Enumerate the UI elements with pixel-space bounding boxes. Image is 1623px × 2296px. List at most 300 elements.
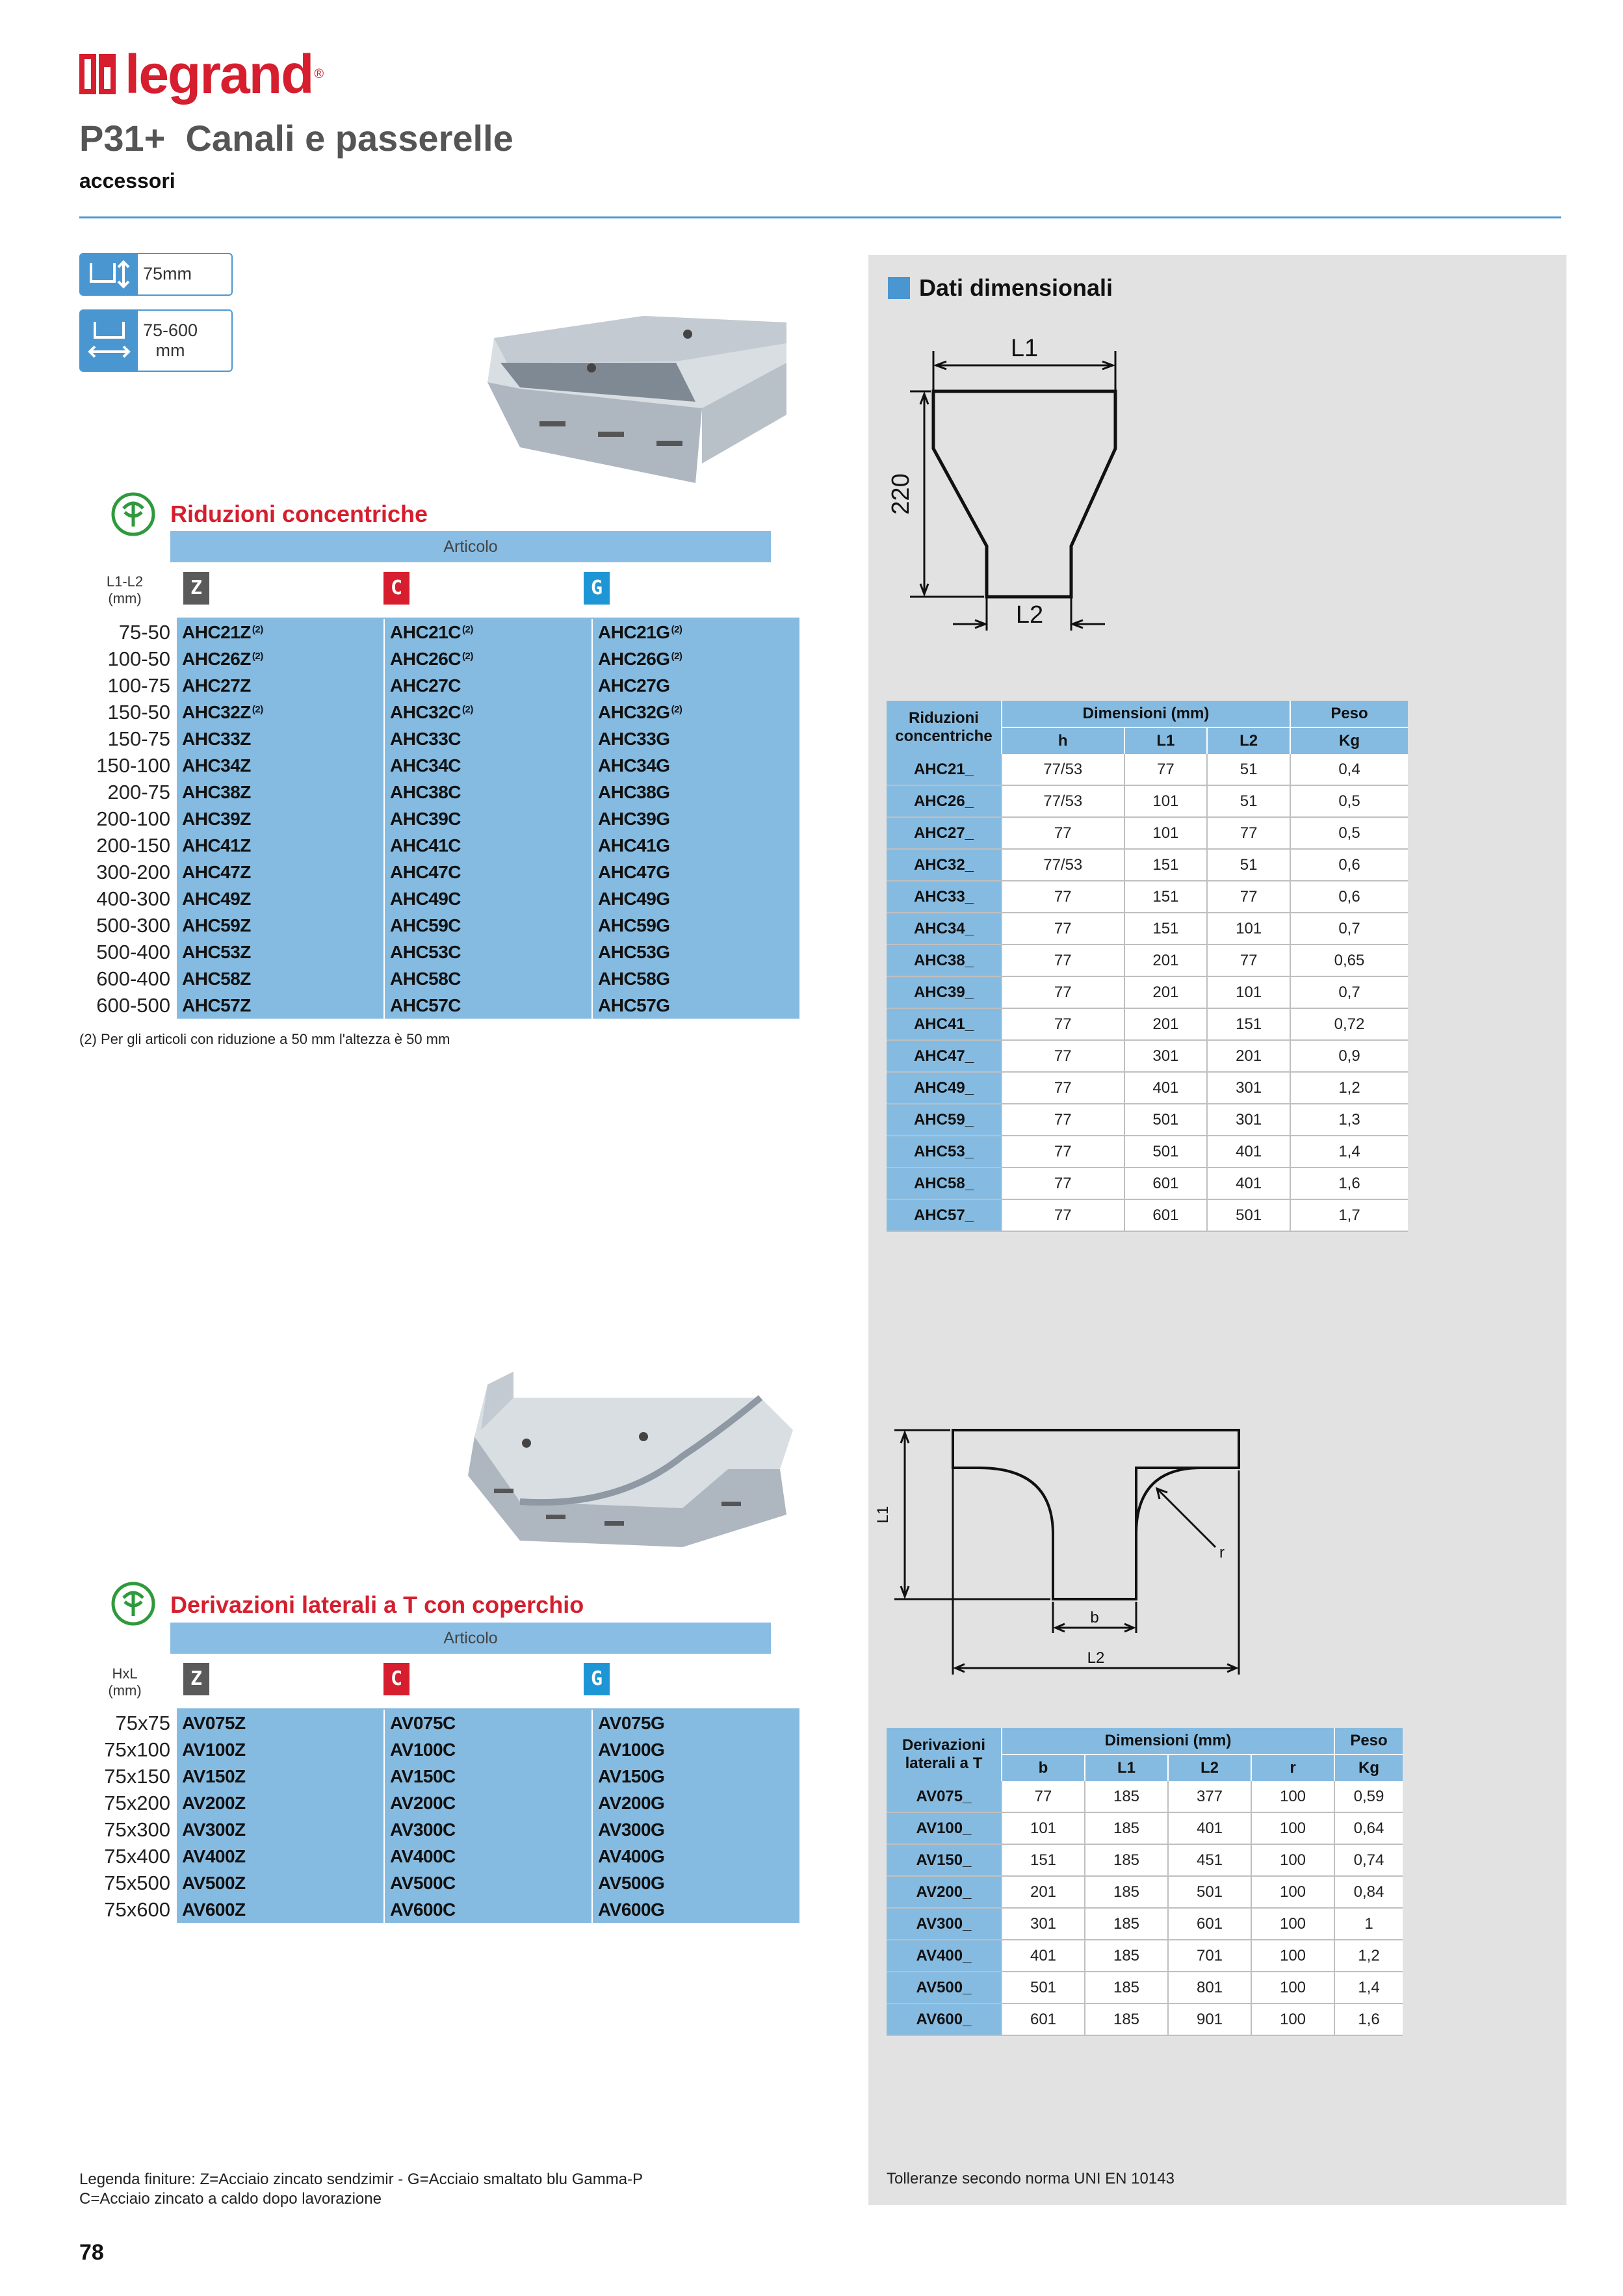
table-row	[79, 672, 799, 699]
footnote-marker: (2)	[671, 651, 682, 662]
reducers-dimension-table	[887, 701, 1408, 1232]
product-certification-icon-2	[110, 1581, 156, 1626]
article-code-text: AHC59G	[598, 915, 670, 935]
dimtable1-col-kg: Kg	[1290, 727, 1408, 754]
tees-article-table	[79, 1708, 799, 1923]
dim-value-l2: 501	[1168, 1876, 1251, 1908]
article-code-text: AHC27Z	[182, 675, 251, 696]
dim-value-l1: 101	[1124, 817, 1208, 849]
dim-value-l1: 151	[1124, 849, 1208, 881]
article-code-g: AV300G	[592, 1816, 799, 1843]
row-dimension-label: 150-100	[96, 754, 170, 777]
dim-value-kg: 0,4	[1290, 754, 1408, 785]
table-row	[887, 1844, 1403, 1876]
tee-product-image	[448, 1359, 812, 1580]
dim-value-l2: 501	[1207, 1199, 1290, 1231]
dim-value-h: 77	[1002, 817, 1124, 849]
dimension-column-label-2: HxL (mm)	[108, 1665, 142, 1699]
dimtable2-head-label: Derivazioni laterali a T	[887, 1728, 1002, 1781]
dim-value-b: 77	[1002, 1781, 1085, 1812]
dimension-column-label: L1-L2 (mm)	[106, 573, 144, 607]
article-code-text: AHC53Z	[182, 942, 251, 962]
article-code-text: AHC59Z	[182, 915, 251, 935]
article-code-c	[384, 752, 592, 779]
row-dimension-label: 75x500	[104, 1872, 170, 1894]
dim-code: AHC38_	[887, 945, 1002, 976]
dim-value-l2: 401	[1207, 1136, 1290, 1168]
article-code-z	[177, 805, 384, 832]
reducer-dimension-diagram	[868, 325, 1154, 637]
article-code-c	[384, 939, 592, 965]
dim-value-b: 401	[1002, 1940, 1085, 1972]
dim-value-kg: 0,59	[1334, 1781, 1403, 1812]
article-code-text: AHC58C	[390, 969, 461, 989]
dim-value-kg: 0,5	[1290, 785, 1408, 817]
table-row	[887, 1940, 1403, 1972]
dim-code: AHC53_	[887, 1136, 1002, 1168]
row-dimension-label: 75x600	[104, 1898, 170, 1921]
dim-code: AV500_	[887, 1972, 1002, 2003]
dim-value-l2: 201	[1207, 1040, 1290, 1072]
dim-value-l1: 401	[1124, 1072, 1208, 1104]
dim-value-r: 100	[1251, 1940, 1334, 1972]
article-code-text: AHC33Z	[182, 729, 251, 749]
dim-value-kg: 1,6	[1290, 1168, 1408, 1199]
channel-height-icon	[81, 254, 138, 294]
dim-value-kg: 1,4	[1290, 1136, 1408, 1168]
dim-value-l1: 601	[1124, 1199, 1208, 1231]
article-code-text: AHC47G	[598, 862, 670, 882]
article-code-text: AHC58G	[598, 969, 670, 989]
dim-value-kg: 0,7	[1290, 913, 1408, 945]
article-code-g	[592, 859, 799, 885]
dim-code: AHC33_	[887, 881, 1002, 913]
dim-value-l1: 185	[1085, 1908, 1168, 1940]
width-badge	[79, 309, 233, 372]
product-certification-icon	[110, 491, 156, 537]
dim-value-r: 100	[1251, 1972, 1334, 2003]
dimtable2-col-r: r	[1251, 1755, 1334, 1781]
article-code-z	[177, 912, 384, 939]
dim-value-l1: 301	[1124, 1040, 1208, 1072]
table-row	[887, 1104, 1408, 1136]
dim-value-l2: 401	[1168, 1812, 1251, 1844]
row-dimension-label: 75x100	[104, 1738, 170, 1761]
table-row	[79, 1790, 799, 1816]
dim-value-kg: 0,64	[1334, 1812, 1403, 1844]
table-row	[79, 859, 799, 885]
article-code-c: AV400C	[384, 1843, 592, 1870]
article-code-z	[177, 699, 384, 725]
dimtable2-col-kg: Kg	[1334, 1755, 1403, 1781]
article-code-c	[384, 672, 592, 699]
dim-value-l1: 151	[1124, 881, 1208, 913]
row-dimension-label: 300-200	[96, 861, 170, 883]
dim-code: AHC47_	[887, 1040, 1002, 1072]
table-row	[79, 646, 799, 672]
footnote-marker: (2)	[462, 651, 473, 662]
article-code-c	[384, 618, 592, 646]
tolerance-note: Tolleranze secondo norma UNI EN 10143	[887, 2170, 1175, 2187]
dim-code: AHC58_	[887, 1168, 1002, 1199]
table-row	[887, 1908, 1403, 1940]
dim-value-l2: 77	[1207, 881, 1290, 913]
article-code-text: AHC47Z	[182, 862, 251, 882]
article-code-z	[177, 779, 384, 805]
table-row	[79, 1736, 799, 1763]
article-code-z: AV500Z	[177, 1870, 384, 1896]
page-subtitle: accessori	[79, 169, 175, 192]
dim-value-r: 100	[1251, 1908, 1334, 1940]
article-code-z	[177, 992, 384, 1019]
dim-value-l1: 201	[1124, 945, 1208, 976]
dim-value-h: 77	[1002, 1104, 1124, 1136]
panel-title-text: Dati dimensionali	[919, 274, 1113, 301]
dim-value-l1: 601	[1124, 1168, 1208, 1199]
article-code-text: AHC57C	[390, 995, 461, 1015]
dimtable2-col-l1: L1	[1085, 1755, 1168, 1781]
table-row	[887, 785, 1408, 817]
article-code-z: AV200Z	[177, 1790, 384, 1816]
tees-dimension-table	[887, 1728, 1403, 2036]
dim-value-kg: 1,3	[1290, 1104, 1408, 1136]
article-code-g	[592, 805, 799, 832]
article-code-z	[177, 939, 384, 965]
article-code-z: AV075Z	[177, 1709, 384, 1736]
article-code-g	[592, 699, 799, 725]
article-code-c	[384, 832, 592, 859]
dim-code: AHC41_	[887, 1008, 1002, 1040]
table-row	[887, 817, 1408, 849]
table-row	[79, 618, 799, 646]
dim-code: AHC27_	[887, 817, 1002, 849]
article-code-text: AHC21G	[598, 622, 670, 642]
article-code-z: AV400Z	[177, 1843, 384, 1870]
table-row	[887, 1812, 1403, 1844]
dim-value-l1: 185	[1085, 1972, 1168, 2003]
article-code-text: AHC33G	[598, 729, 670, 749]
table-row	[79, 832, 799, 859]
table-row	[79, 885, 799, 912]
footnote-marker: (2)	[462, 704, 473, 715]
article-code-c: AV600C	[384, 1896, 592, 1923]
dim-code: AV150_	[887, 1844, 1002, 1876]
article-code-c	[384, 646, 592, 672]
panel-title-marker	[888, 277, 910, 299]
table-row	[887, 976, 1408, 1008]
table-row	[887, 1168, 1408, 1199]
article-code-z	[177, 646, 384, 672]
table-row	[79, 965, 799, 992]
dim-value-kg: 0,6	[1290, 881, 1408, 913]
dim-value-l1: 77	[1124, 754, 1208, 785]
table-row	[79, 1896, 799, 1923]
article-code-text: AHC59C	[390, 915, 461, 935]
table-row	[79, 725, 799, 752]
diagram2-b-label: b	[1090, 1609, 1099, 1626]
dimtable1-col-l1: L1	[1124, 727, 1208, 754]
article-code-text: AHC41G	[598, 835, 670, 855]
table-row	[887, 913, 1408, 945]
row-dimension-label: 75x75	[115, 1711, 170, 1734]
article-code-c	[384, 965, 592, 992]
table-row	[79, 992, 799, 1019]
channel-width-icon	[81, 311, 138, 371]
table-row	[887, 2003, 1403, 2035]
section-title-reducers: Riduzioni concentriche	[170, 501, 428, 527]
row-dimension-label: 500-300	[96, 914, 170, 937]
article-code-g	[592, 832, 799, 859]
dimtable1-dim-header: Dimensioni (mm)	[1002, 701, 1290, 727]
footnote-reducers: (2) Per gli articoli con riduzione a 50 mm l'altezza è 50 mm	[79, 1031, 450, 1047]
article-code-g	[592, 912, 799, 939]
article-code-text: AHC47C	[390, 862, 461, 882]
article-code-z: AV150Z	[177, 1763, 384, 1790]
dim-value-h: 77	[1002, 1008, 1124, 1040]
article-code-c	[384, 992, 592, 1019]
article-code-text: AHC26G	[598, 649, 670, 669]
diagram1-h-label: 220	[887, 473, 915, 515]
article-code-z	[177, 965, 384, 992]
dim-value-l2: 301	[1207, 1072, 1290, 1104]
dim-value-l2: 101	[1207, 976, 1290, 1008]
row-dimension-label: 150-75	[107, 727, 170, 750]
tee-dimension-diagram	[868, 1417, 1284, 1684]
article-code-g: AV600G	[592, 1896, 799, 1923]
table-row	[79, 1843, 799, 1870]
article-code-z	[177, 725, 384, 752]
dim-value-l1: 185	[1085, 1876, 1168, 1908]
dim-value-h: 77/53	[1002, 754, 1124, 785]
table-row	[887, 754, 1408, 785]
article-code-z	[177, 885, 384, 912]
dim-value-h: 77	[1002, 1199, 1124, 1231]
finish-legend: Legenda finiture: Z=Acciaio zincato sendzimir - G=Acciaio smaltato blu Gamma-P C=Acciaio zincato a caldo dopo lavorazione	[79, 2171, 643, 2208]
dim-value-kg: 0,74	[1334, 1844, 1403, 1876]
table-row	[79, 699, 799, 725]
row-dimension-label: 100-50	[107, 647, 170, 670]
article-code-text: AHC58Z	[182, 969, 251, 989]
width-value: 75-600 mm	[143, 320, 198, 360]
dim-value-r: 100	[1251, 1844, 1334, 1876]
article-code-text: AHC32G	[598, 702, 670, 722]
article-code-z: AV100Z	[177, 1736, 384, 1763]
dimtable1-col-l2: L2	[1207, 727, 1290, 754]
dim-value-l2: 77	[1207, 945, 1290, 976]
article-code-text: AHC57Z	[182, 995, 251, 1015]
dim-value-b: 601	[1002, 2003, 1085, 2035]
dim-code: AV075_	[887, 1781, 1002, 1812]
dim-code: AHC26_	[887, 785, 1002, 817]
article-code-text: AHC34C	[390, 755, 461, 776]
dim-value-l2: 801	[1168, 1972, 1251, 2003]
dim-value-kg: 0,72	[1290, 1008, 1408, 1040]
article-code-g: AV075G	[592, 1709, 799, 1736]
article-code-z	[177, 752, 384, 779]
dim-value-l2: 101	[1207, 913, 1290, 945]
dim-value-h: 77	[1002, 1072, 1124, 1104]
article-code-c	[384, 725, 592, 752]
dim-value-h: 77	[1002, 1040, 1124, 1072]
dim-value-l1: 501	[1124, 1136, 1208, 1168]
article-code-text: AHC49C	[390, 889, 461, 909]
brand-logo	[79, 44, 324, 104]
table-row	[79, 1763, 799, 1790]
dimtable1-weight-header: Peso	[1290, 701, 1408, 727]
row-dimension-label: 75-50	[118, 620, 170, 644]
article-code-text: AHC39C	[390, 809, 461, 829]
article-code-text: AHC39G	[598, 809, 670, 829]
dim-value-kg: 1,4	[1334, 1972, 1403, 2003]
dim-value-h: 77	[1002, 976, 1124, 1008]
article-code-c	[384, 885, 592, 912]
table-row	[79, 1709, 799, 1736]
article-code-z: AV300Z	[177, 1816, 384, 1843]
article-code-g: AV100G	[592, 1736, 799, 1763]
height-value: 75mm	[143, 264, 192, 284]
article-code-text: AHC21C	[390, 622, 461, 642]
table-row	[887, 1199, 1408, 1231]
dim-value-h: 77/53	[1002, 849, 1124, 881]
table-row	[887, 881, 1408, 913]
dim-value-r: 100	[1251, 1812, 1334, 1844]
finish-g-badge-2: G	[584, 1663, 610, 1695]
dimtable1-col-h: h	[1002, 727, 1124, 754]
article-code-g	[592, 672, 799, 699]
dim-code: AHC59_	[887, 1104, 1002, 1136]
table-row	[79, 912, 799, 939]
article-code-g: AV150G	[592, 1763, 799, 1790]
table-row	[887, 1781, 1403, 1812]
article-code-text: AHC32Z	[182, 702, 251, 722]
diagram2-l1-label: L1	[874, 1506, 892, 1524]
row-dimension-label: 500-400	[96, 941, 170, 963]
article-code-text: AHC27G	[598, 675, 670, 696]
diagram2-r-label: r	[1219, 1544, 1225, 1561]
dim-value-l2: 51	[1207, 754, 1290, 785]
dim-value-kg: 0,84	[1334, 1876, 1403, 1908]
article-code-text: AHC34G	[598, 755, 670, 776]
footnote-marker: (2)	[252, 651, 263, 662]
article-code-text: AHC32C	[390, 702, 461, 722]
brand-name: legrand	[125, 44, 313, 105]
finish-z-badge: Z	[183, 572, 209, 605]
dim-value-kg: 0,7	[1290, 976, 1408, 1008]
article-code-c	[384, 912, 592, 939]
row-dimension-label: 400-300	[96, 887, 170, 910]
article-code-c: AV200C	[384, 1790, 592, 1816]
dim-value-kg: 1,2	[1290, 1072, 1408, 1104]
article-code-text: AHC53C	[390, 942, 461, 962]
article-code-g: AV400G	[592, 1843, 799, 1870]
dim-value-h: 77	[1002, 1168, 1124, 1199]
dim-value-h: 77	[1002, 945, 1124, 976]
article-header-bar-2: Articolo	[170, 1623, 771, 1654]
article-code-g	[592, 752, 799, 779]
dim-code: AHC34_	[887, 913, 1002, 945]
header-divider	[79, 216, 1561, 218]
page-title: P31+ Canali e passerelle	[79, 118, 513, 159]
article-code-text: AHC57G	[598, 995, 670, 1015]
dim-value-l1: 151	[1124, 913, 1208, 945]
article-code-text: AHC26Z	[182, 649, 251, 669]
article-code-z: AV600Z	[177, 1896, 384, 1923]
article-code-text: AHC26C	[390, 649, 461, 669]
table-row	[887, 1972, 1403, 2003]
article-code-text: AHC49G	[598, 889, 670, 909]
panel-title	[888, 274, 1113, 302]
article-code-g	[592, 885, 799, 912]
row-dimension-label: 600-500	[96, 994, 170, 1017]
article-code-c: AV150C	[384, 1763, 592, 1790]
footnote-marker: (2)	[252, 624, 263, 635]
dim-code: AV200_	[887, 1876, 1002, 1908]
table-row	[887, 945, 1408, 976]
dim-value-l2: 77	[1207, 817, 1290, 849]
dim-value-l2: 601	[1168, 1908, 1251, 1940]
article-code-c	[384, 859, 592, 885]
row-dimension-label: 75x150	[104, 1765, 170, 1788]
dim-value-l1: 185	[1085, 1940, 1168, 1972]
dim-value-l1: 185	[1085, 1844, 1168, 1876]
dim-value-kg: 1,6	[1334, 2003, 1403, 2035]
dim-value-r: 100	[1251, 2003, 1334, 2035]
article-code-c: AV075C	[384, 1709, 592, 1736]
reducer-product-image	[481, 311, 793, 506]
dim-value-kg: 1,2	[1334, 1940, 1403, 1972]
dim-value-kg: 1	[1334, 1908, 1403, 1940]
dim-value-b: 151	[1002, 1844, 1085, 1876]
dim-value-l1: 201	[1124, 1008, 1208, 1040]
dim-value-kg: 0,5	[1290, 817, 1408, 849]
dim-value-kg: 0,9	[1290, 1040, 1408, 1072]
dim-value-h: 77	[1002, 913, 1124, 945]
article-code-c: AV500C	[384, 1870, 592, 1896]
dim-code: AV100_	[887, 1812, 1002, 1844]
article-code-z	[177, 672, 384, 699]
dimtable1-head-label: Riduzioni concentriche	[887, 701, 1002, 754]
row-dimension-label: 200-150	[96, 834, 170, 857]
article-code-text: AHC41C	[390, 835, 461, 855]
article-code-g	[592, 725, 799, 752]
article-code-z	[177, 859, 384, 885]
dim-value-h: 77	[1002, 881, 1124, 913]
dim-value-r: 100	[1251, 1781, 1334, 1812]
dim-value-l2: 377	[1168, 1781, 1251, 1812]
article-code-c	[384, 699, 592, 725]
dim-value-l1: 185	[1085, 1812, 1168, 1844]
row-dimension-label: 200-100	[96, 807, 170, 830]
dim-code: AHC39_	[887, 976, 1002, 1008]
section-title-tees: Derivazioni laterali a T con coperchio	[170, 1591, 584, 1618]
dim-value-l2: 151	[1207, 1008, 1290, 1040]
table-row	[887, 1072, 1408, 1104]
article-code-g	[592, 779, 799, 805]
table-row	[887, 849, 1408, 881]
dim-value-l1: 201	[1124, 976, 1208, 1008]
diagram1-l2-label: L2	[1015, 601, 1044, 629]
dim-value-b: 101	[1002, 1812, 1085, 1844]
dim-value-l2: 901	[1168, 2003, 1251, 2035]
article-code-text: AHC39Z	[182, 809, 251, 829]
article-code-text: AHC38C	[390, 782, 461, 802]
dim-value-l2: 51	[1207, 785, 1290, 817]
dim-code: AHC32_	[887, 849, 1002, 881]
row-dimension-label: 200-75	[107, 781, 170, 803]
row-dimension-label: 600-400	[96, 967, 170, 990]
article-code-text: AHC41Z	[182, 835, 251, 855]
dim-value-l1: 185	[1085, 2003, 1168, 2035]
